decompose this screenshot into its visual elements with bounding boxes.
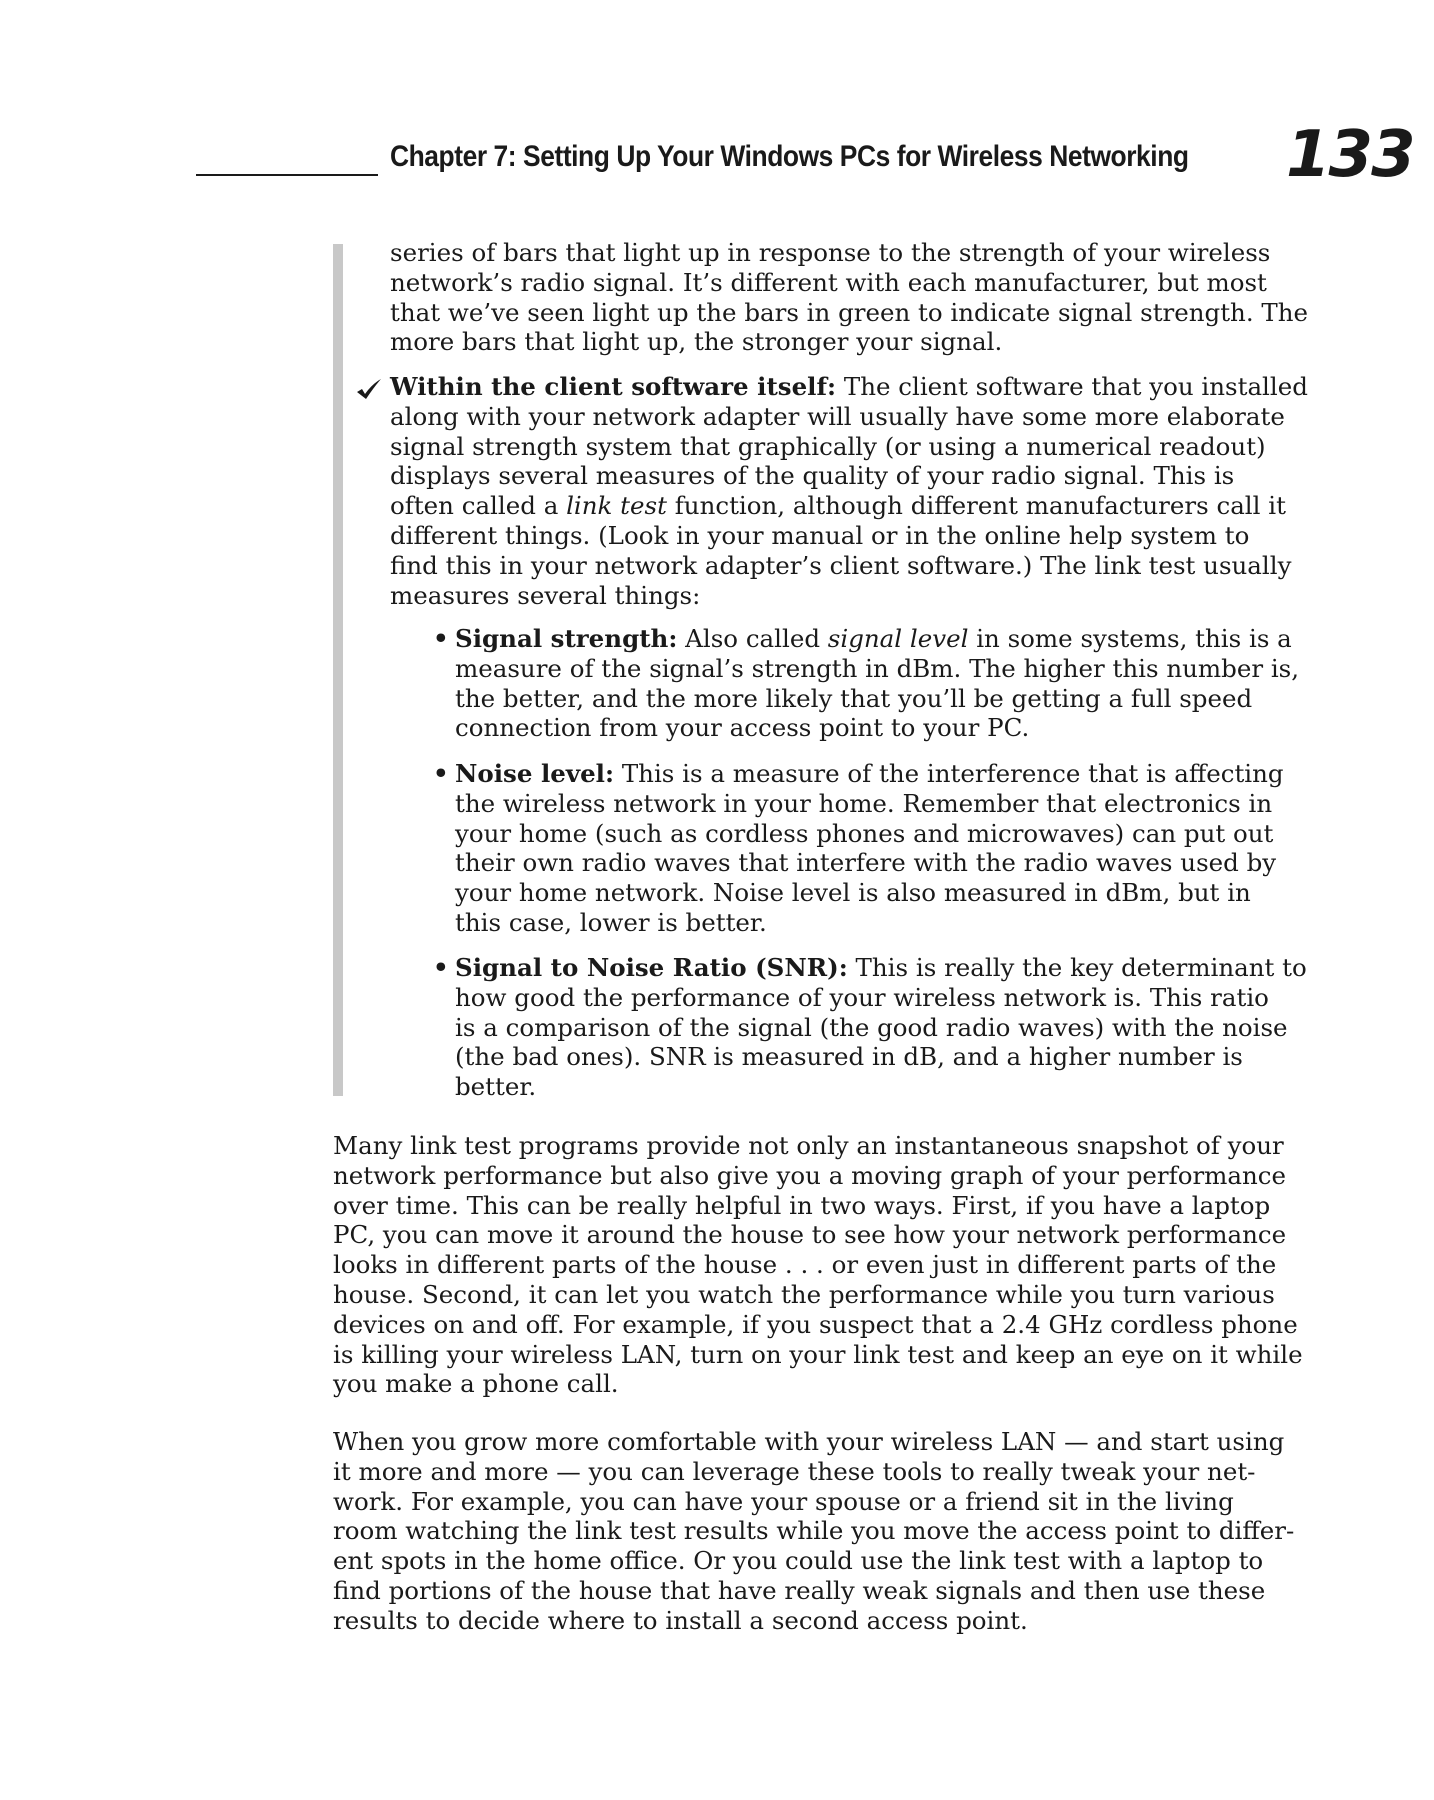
text-line: room watching the link test results while you move the access point to differ- [333, 1516, 1295, 1546]
text-line: ent spots in the home office. Or you could use the link test with a laptop to [333, 1546, 1264, 1576]
text-line: is a comparison of the signal (the good radio waves) with the noise [455, 1012, 1288, 1042]
text-line: When you grow more comfortable with your wireless LAN — and start using [333, 1427, 1285, 1456]
text-line: measure of the signal’s strength in dBm. The higher this number is, [455, 653, 1300, 683]
text-line: over time. This can be really helpful in two ways. First, if you have a laptop [333, 1190, 1271, 1220]
bullet-signal-strength: Signal strength: Also called signal level in some systems, this is a measure of the signal’s strength in dBm. The higher this number is, the better, and the more likely that you’ll be getting a full speed connection from your access point to your PC. [455, 624, 1300, 743]
text-line: displays several measures of the quality of your radio signal. This is [390, 461, 1235, 491]
bullet-noise-level: Noise level: This is a measure of the interference that is affecting the wireless network in your home. Remember that electronics in your home (such as cordless phones and microwaves) can put out their own radio waves that interfere with the radio waves used by your home network. Noise level is also measured in dBm, but in this case, lower is better. [455, 759, 1284, 937]
text-line: the wireless network in your home. Remember that electronics in [455, 788, 1273, 818]
text-line: series of bars that light up in response to the strength of your wireless [390, 238, 1271, 267]
text-line: network’s radio signal. It’s different with each manufacturer, but most [390, 267, 1267, 297]
text-line: (the bad ones). SNR is measured in dB, and a higher number is [455, 1042, 1243, 1072]
text-line: connection from your access point to your PC. [455, 713, 1030, 743]
text-line: Many link test programs provide not only an instantaneous snapshot of your [333, 1131, 1284, 1160]
continued-paragraph [390, 238, 1309, 357]
body-paragraph-1 [333, 1131, 1303, 1399]
text-line: devices on and off. For example, if you suspect that a 2.4 GHz cordless phone [333, 1309, 1298, 1339]
bullet-dot: • [433, 759, 449, 788]
bullet-snr: Signal to Noise Ratio (SNR): This is really the key determinant to how good the performance of your wireless network is. This ratio is a comparison of the signal (the good radio waves) with the noise (the bad ones). SNR is measured in dB, and a higher number is better. [455, 953, 1307, 1102]
text-line: more bars that light up, the stronger your signal. [390, 327, 1003, 357]
text-line: find portions of the house that have really weak signals and then use these [333, 1575, 1266, 1605]
text-line: you make a phone call. [333, 1369, 619, 1399]
text-line: PC, you can move it around the house to see how your network performance [333, 1220, 1287, 1250]
text-line: the better, and the more likely that you’ll be getting a full speed [455, 683, 1253, 713]
text-line: measures several things: [390, 580, 701, 610]
text-line: this case, lower is better. [455, 907, 767, 937]
body-paragraph-2 [333, 1427, 1295, 1636]
sidebar-bar [333, 244, 343, 1096]
text-line: that we’ve seen light up the bars in green to indicate signal strength. The [390, 297, 1309, 327]
text-line: looks in different parts of the house . . . or even just in different parts of the [333, 1250, 1277, 1280]
text-line: different things. (Look in your manual or in the online help system to [390, 520, 1250, 550]
text-line: better. [455, 1072, 537, 1102]
text-line: house. Second, it can let you watch the performance while you turn various [333, 1279, 1275, 1309]
text-line: how good the performance of your wireless network is. This ratio [455, 982, 1269, 1012]
text-line: network performance but also give you a moving graph of your performance [333, 1160, 1286, 1190]
chapter-header: Chapter 7: Setting Up Your Windows PCs for Wireless Networking [390, 140, 1189, 173]
text-line: is killing your wireless LAN, turn on your link test and keep an eye on it while [333, 1339, 1303, 1369]
text-line: your home (such as cordless phones and microwaves) can put out [455, 818, 1274, 848]
page-number: 133 [1286, 118, 1414, 192]
header-rule [196, 174, 378, 176]
checklist-item: Within the client software itself: The client software that you installed along with your network adapter will usually have some more elaborate signal strength system that graphically (or using a numerical readout) displays several measures of the quality of your radio signal. This is often called a link test function, although different manufacturers call it different things. (Look in your manual or in the online help system to find this in your network adapter’s client software.) The link test usually measures several things: [390, 372, 1308, 610]
bullet-dot: • [433, 624, 449, 653]
text-line: find this in your network adapter’s client software.) The link test usually [390, 550, 1292, 580]
text-line: results to decide where to install a second access point. [333, 1605, 1028, 1635]
text-line: work. For example, you can have your spouse or a friend sit in the living [333, 1486, 1234, 1516]
text-line: their own radio waves that interfere with the radio waves used by [455, 848, 1277, 878]
text-line: along with your network adapter will usually have some more elaborate [390, 401, 1285, 431]
text-line: it more and more — you can leverage these tools to really tweak your net- [333, 1456, 1256, 1486]
item-lead: Within the client software itself: [390, 372, 837, 401]
bullet-dot: • [433, 953, 449, 982]
term-link-test: link test [566, 491, 667, 521]
text-line: signal strength system that graphically (or using a numerical readout) [390, 431, 1266, 461]
text-line: your home network. Noise level is also measured in dBm, but in [455, 878, 1251, 908]
checkmark-icon [356, 378, 382, 400]
